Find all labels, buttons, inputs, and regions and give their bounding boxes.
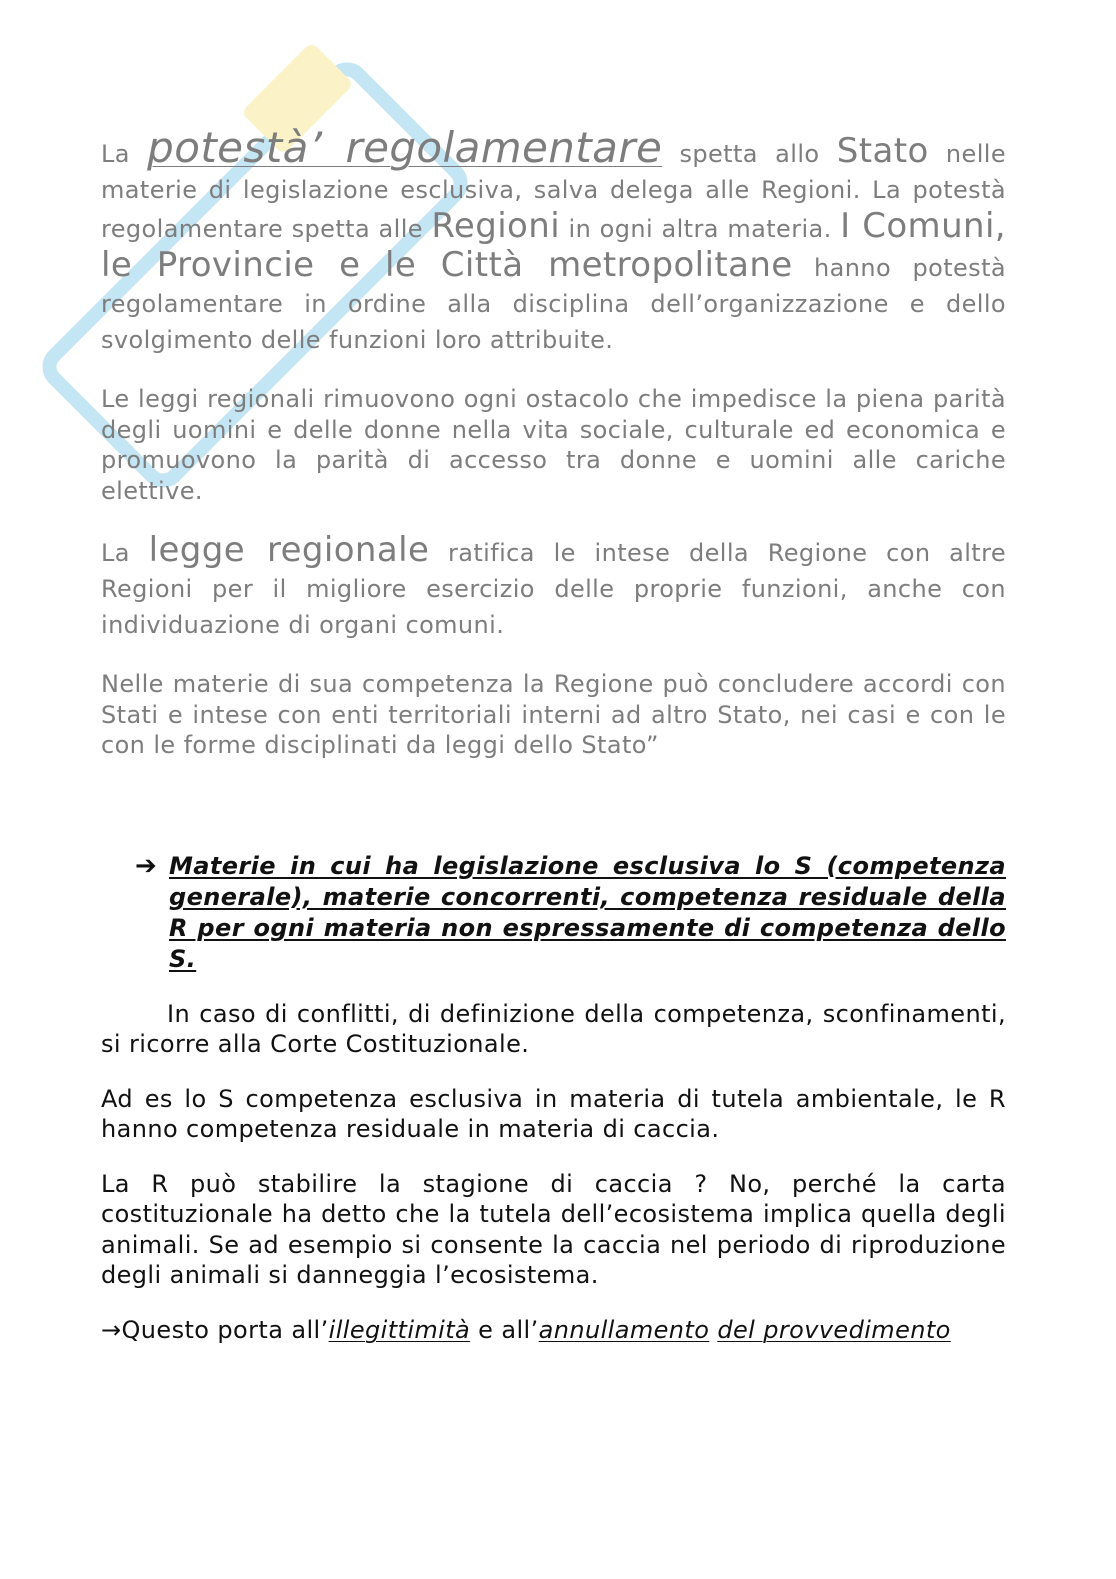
term-stato: Stato xyxy=(836,131,929,171)
paragraph-regulatory-power: La potestà’ regolamentare spetta allo Stato nelle materie di legislazione esclusiva, salva delega alle Regioni. La potestà regolamentare spetta alle Regioni in ogni altra materia. I Comuni, le Provincie e le Città metropolitane hanno potestà regolamentare in ordine alla disciplina dell’organizzazione e dello svolgimento delle funzioni loro attribuite. xyxy=(101,123,1007,354)
paragraph-regional-law: La legge regionale ratifica le intese della Regione con altre Regioni per il migliore esercizio delle proprie funzioni, anche con individuazione di organi comuni. xyxy=(101,530,1007,639)
paragraph-constitutional-court: In caso di conflitti, di definizione della competenza, sconfinamenti, si ricorre alla Corte Costituzionale. xyxy=(101,999,1006,1058)
heading-potesta-regolamentare: potestà’ regolamentare xyxy=(147,123,663,172)
term-regioni: Regioni xyxy=(431,206,561,246)
arrow-right-icon: ➔ xyxy=(135,850,158,881)
paragraph-international-agreements: Nelle materie di sua competenza la Regione può concludere accordi con Stati e intese con enti territoriali interni ad altro Stato, nei casi e con le con le forme disciplinati da leggi dello Stato” xyxy=(101,670,1006,759)
term-legge-regionale: legge regionale xyxy=(148,530,430,570)
paragraph-gender-parity: Le leggi regionali rimuovono ogni ostacolo che impedisce la piena parità degli uomini e delle donne nella vita sociale, culturale ed economica e promuovono la parità di accesso tra donne e uomini alle cariche elettive. xyxy=(101,385,1006,505)
bullet-competences xyxy=(135,851,1006,975)
paragraph-example: Ad es lo S competenza esclusiva in materia di tutela ambientale, le R hanno competenza residuale in materia di caccia. xyxy=(101,1084,1006,1143)
bullet-text: Materie in cui ha legislazione esclusiva lo S (competenza generale), materie concorrenti, competenza residuale della R per ogni materia non espressamente di competenza dello S. xyxy=(169,851,1006,973)
paragraph-hunting-season: La R può stabilire la stagione di caccia ? No, perché la carta costituzionale ha detto che la tutela dell’ecosistema implica quella degli animali. Se ad esempio si consente la caccia nel periodo di riproduzione degli animali si danneggia l’ecosistema. xyxy=(101,1169,1006,1289)
term-comuni-province-citta: I Comuni, le Provincie e le Città metropolitane xyxy=(101,206,1007,285)
document-body xyxy=(101,123,1007,1345)
paragraph-conclusion: →Questo porta all’illegittimità e all’annullamento del provvedimento xyxy=(101,1315,951,1344)
arrow-right-icon: → xyxy=(101,1315,122,1344)
